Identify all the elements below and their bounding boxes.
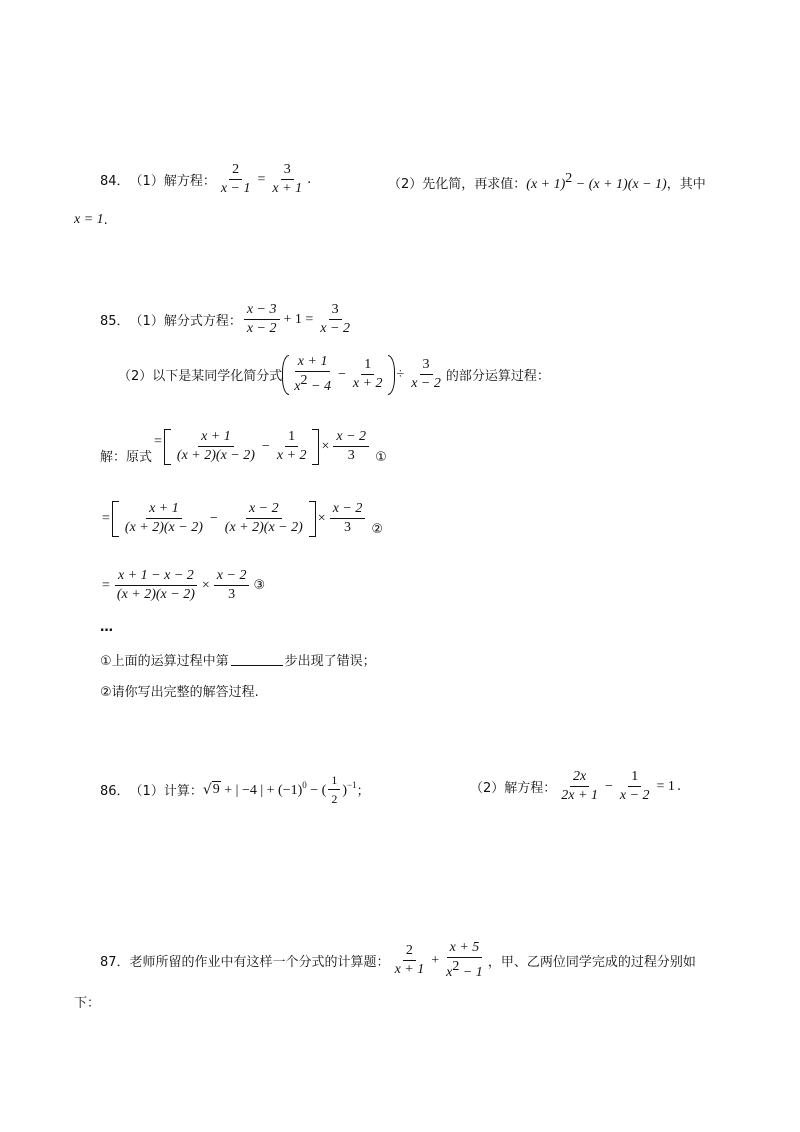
q85-ellipsis: … — [100, 620, 113, 635]
step3-mark: ③ — [253, 578, 266, 593]
q84-cond: x = 1 — [74, 212, 104, 227]
q84-frac-left: $\frac{2}{x - 1}$ — [220, 162, 251, 196]
q86-part1: 86． （1）计算： √ 9 + | −4 | + $(-1)^0$ − ( $\frac{1}{2}$ )$^{-1}$ ； — [100, 773, 370, 806]
q87-text-b: ，甲、乙两位同学完成的过程分别如 — [487, 955, 696, 970]
left-paren — [282, 355, 289, 395]
q85-part2-tail: 的部分运算过程： — [445, 369, 550, 384]
q85-part1-label: （1）解分式方程： — [129, 314, 242, 329]
q85-p2-frac1: $\frac{x + 1}{x^2 - 4}$ — [294, 354, 331, 394]
q84-part2 — [388, 171, 706, 193]
q86-part2: （2）解方程： $\frac{2x}{2x + 1}$ − $\frac{1}{x - 2}$ = 1 . — [470, 769, 682, 803]
sqrt-sign: √ — [202, 781, 212, 798]
q86-part1-end: ； — [356, 784, 370, 799]
q84-expression: $(x + 1)^2 - (x + 1)(x - 1)$ — [526, 171, 667, 192]
q84-part1-end: . — [307, 172, 312, 187]
q85-part2-label: （2）以下是某同学化简分式 — [118, 369, 283, 384]
q85-part1 — [100, 302, 355, 337]
q84-number: 84． — [100, 174, 130, 189]
q84-condition — [74, 212, 108, 228]
q85-frac1: $\frac{x - 3}{x - 2}$ — [244, 302, 280, 337]
q84-part2-label: （2）先化简，再求值： — [388, 176, 527, 192]
q87-text-c: 下： — [74, 996, 101, 1011]
q85-part2: （2）以下是某同学化简分式 $\frac{x + 1}{x^2 - 4}$ − $\frac{1}{x + 2}$ ÷ $\frac{3}{x - 2}$ 的部分运算过程： — [118, 354, 550, 394]
q86-part2-label: （2）解方程： — [470, 781, 557, 796]
q85-q1 — [100, 650, 376, 669]
q85-q1-text-b: 步出现了错误； — [284, 654, 376, 669]
q87-number: 87． — [100, 955, 130, 970]
answer-blank[interactable] — [231, 653, 283, 666]
q86-part2-end: . — [676, 779, 682, 794]
eq-sign: = — [257, 171, 266, 187]
step1-mark: ① — [375, 450, 387, 465]
q85-step3: = $\frac{x + 1 - x - 2}{(x + 2)(x - 2)}$ × $\frac{x - 2}{3}$ ③ — [102, 568, 266, 602]
q84-part1 — [100, 162, 311, 197]
q87-line1: 87． 老师所留的作业中有这样一个分式的计算题： $\frac{2}{x + 1}$ + $\frac{x + 5}{x^2 - 1}$ ，甲、乙两位同学完成的过程分别如 — [100, 940, 696, 980]
plus-one: + 1 = — [283, 311, 314, 327]
q85-step1: 解：原式 = $\frac{x + 1}{(x + 2)(x - 2)}$ − $\frac{1}{x + 2}$ × $\frac{x - 2}{3}$ ① — [100, 429, 387, 465]
q84-part2-mid: ，其中 — [666, 176, 706, 192]
q85-p2-frac2: $\frac{1}{x + 2}$ — [352, 357, 383, 391]
q85-sol-label: 解：原式 — [100, 450, 153, 465]
q87-text-a: 老师所留的作业中有这样一个分式的计算题： — [129, 955, 390, 970]
step2-mark: ② — [371, 522, 384, 537]
right-paren — [388, 355, 395, 395]
q85-frac2: $\frac{3}{x - 2}$ — [320, 302, 350, 336]
q84-part1-label: （1）解方程： — [129, 174, 216, 189]
q85-q2: ②请你写出完整的解答过程. — [100, 685, 259, 700]
q85-number: 85． — [100, 314, 130, 329]
q86-part1-label: （1）计算： — [129, 784, 203, 799]
q85-q1-text-a: ①上面的运算过程中第 — [100, 654, 229, 669]
q85-p2-frac3: $\frac{3}{x - 2}$ — [411, 357, 441, 391]
q84-cond-end: . — [103, 212, 108, 228]
q85-step2: = $\frac{x + 1}{(x + 2)(x - 2)}$ − $\frac{x - 2}{(x + 2)(x - 2)}$ × $\frac{x - 2}{3}$ ② — [102, 501, 384, 537]
q86-number: 86． — [100, 784, 130, 799]
q84-frac-right: $\frac{3}{x + 1}$ — [272, 162, 303, 196]
